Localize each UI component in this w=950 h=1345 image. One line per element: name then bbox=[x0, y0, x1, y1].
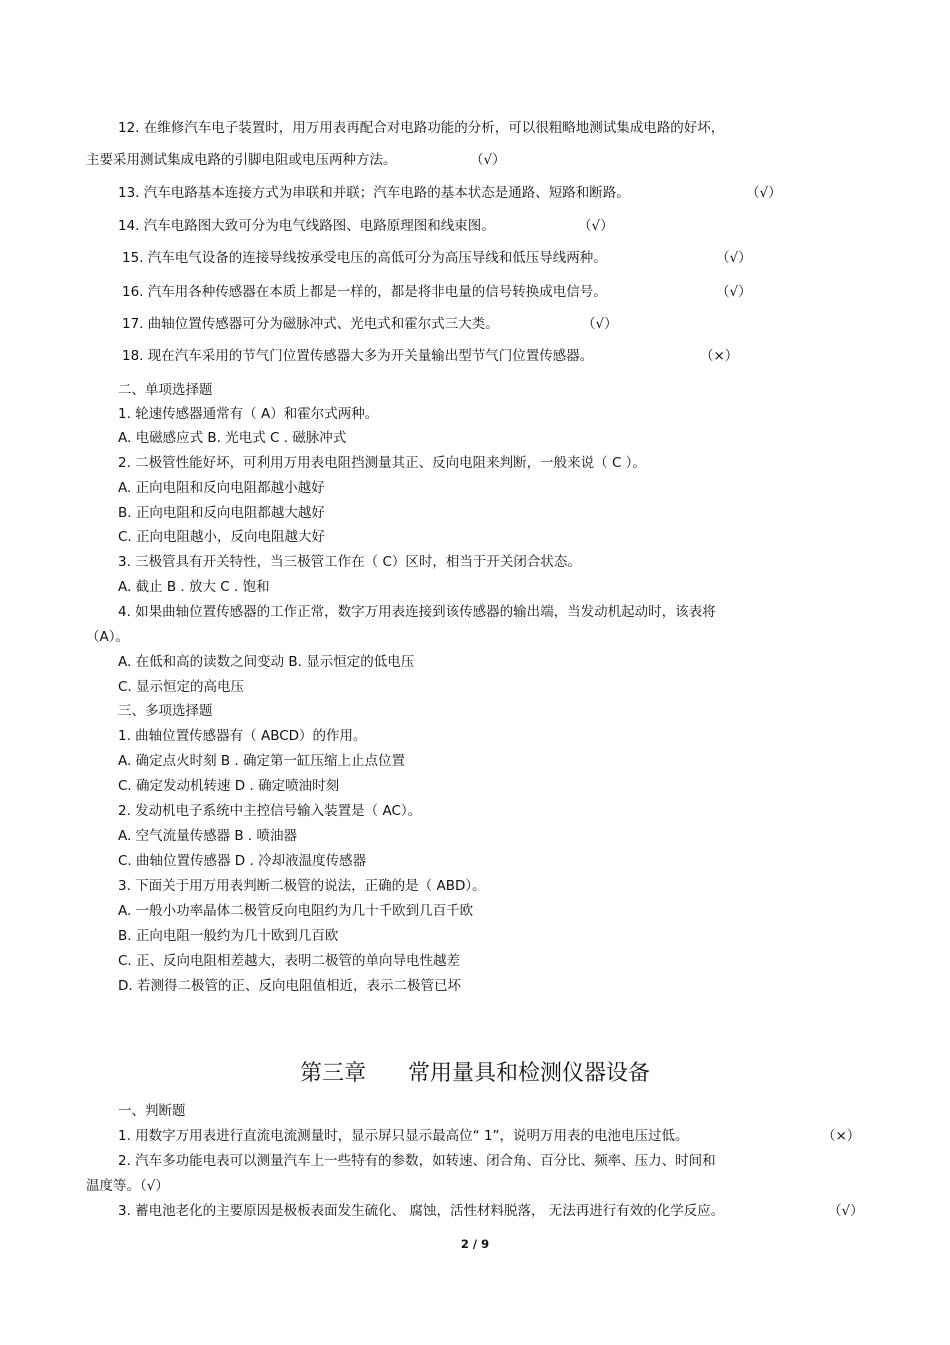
option-line: A. 截止 B . 放大 C . 饱和 bbox=[118, 579, 270, 595]
option-line: C. 确定发动机转速 D . 确定喷油时刻 bbox=[118, 778, 340, 794]
option-line: C. 正向电阻越小，反向电阻越大好 bbox=[118, 529, 326, 545]
question-line: 14. 汽车电路图大致可分为电气线路图、电路原理图和线束图。 bbox=[118, 218, 495, 234]
option-line: B. 正向电阻一般约为几十欧到几百欧 bbox=[118, 928, 339, 944]
option-line: C. 显示恒定的高电压 bbox=[118, 679, 245, 695]
question-line: 3. 三极管具有开关特性，当三极管工作在（ C）区时，相当于开关闭合状态。 bbox=[118, 554, 581, 570]
option-line: B. 正向电阻和反向电阻都越大越好 bbox=[118, 505, 325, 521]
question-line: 12. 在维修汽车电子装置时，用万用表再配合对电路功能的分析，可以很粗略地测试集成电路的好坏， bbox=[118, 120, 725, 136]
question-line: 1. 用数字万用表进行直流电流测量时，显示屏只显示最高位“ 1”，说明万用表的电池电压过低。 bbox=[118, 1128, 689, 1144]
answer-mark: （×） bbox=[822, 1128, 861, 1144]
answer-mark: （×） bbox=[700, 348, 739, 364]
question-line: 17. 曲轴位置传感器可分为磁脉冲式、光电式和霍尔式三大类。 bbox=[122, 316, 499, 332]
option-line: A. 在低和高的读数之间变动 B. 显示恒定的低电压 bbox=[118, 654, 415, 670]
question-line: 18. 现在汽车采用的节气门位置传感器大多为开关量输出型节气门位置传感器。 bbox=[122, 348, 594, 364]
question-line: 1. 轮速传感器通常有（ A）和霍尔式两种。 bbox=[118, 406, 379, 422]
question-line: 温度等。（√） bbox=[86, 1178, 169, 1194]
option-line: D. 若测得二极管的正、反向电阻值相近，表示二极管已坏 bbox=[118, 978, 461, 994]
section-heading: 三、多项选择题 bbox=[118, 703, 213, 719]
option-line: A. 电磁感应式 B. 光电式 C . 磁脉冲式 bbox=[118, 430, 347, 446]
answer-mark: （√） bbox=[578, 218, 614, 234]
section-heading: 一、判断题 bbox=[118, 1103, 186, 1119]
answer-mark: （√） bbox=[716, 250, 752, 266]
option-line: A. 一般小功率晶体二极管反向电阻约为几十千欧到几百千欧 bbox=[118, 903, 474, 919]
question-line: 2. 发动机电子系统中主控信号输入装置是（ AC）。 bbox=[118, 803, 422, 819]
page-number: 2 / 9 bbox=[460, 1237, 490, 1251]
question-line: 15. 汽车电气设备的连接导线按承受电压的高低可分为高压导线和低压导线两种。 bbox=[122, 250, 607, 266]
question-line: 16. 汽车用各种传感器在本质上都是一样的，都是将非电量的信号转换成电信号。 bbox=[122, 284, 607, 300]
question-line: 4. 如果曲轴位置传感器的工作正常，数字万用表连接到该传感器的输出端，当发动机起动时，该表将 bbox=[118, 604, 716, 620]
question-line: （A）。 bbox=[86, 629, 129, 645]
question-line: 2. 二极管性能好坏，可利用万用表电阻挡测量其正、反向电阻来判断，一般来说（ C ）。 bbox=[118, 455, 646, 471]
question-line: 2. 汽车多功能电表可以测量汽车上一些特有的参数，如转速、闭合角、百分比、频率、压力、时间和 bbox=[118, 1153, 716, 1169]
question-line: 3. 蓄电池老化的主要原因是极板表面发生硫化、 腐蚀，活性材料脱落， 无法再进行有效的化学反应。 bbox=[118, 1203, 725, 1219]
option-line: A. 确定点火时刻 B . 确定第一缸压缩上止点位置 bbox=[118, 753, 406, 769]
question-line: 1. 曲轴位置传感器有（ ABCD）的作用。 bbox=[118, 728, 367, 744]
answer-mark: （√） bbox=[828, 1203, 864, 1219]
option-line: A. 空气流量传感器 B . 喷油器 bbox=[118, 828, 298, 844]
question-line: 3. 下面关于用万用表判断二极管的说法，正确的是（ ABD）。 bbox=[118, 878, 486, 894]
answer-mark: （√） bbox=[746, 185, 782, 201]
answer-mark: （√） bbox=[470, 152, 506, 168]
option-line: C. 曲轴位置传感器 D . 冷却液温度传感器 bbox=[118, 853, 367, 869]
question-line: 主要采用测试集成电路的引脚电阻或电压两种方法。 bbox=[86, 152, 397, 168]
question-line: 13. 汽车电路基本连接方式为串联和并联；汽车电路的基本状态是通路、短路和断路。 bbox=[118, 185, 630, 201]
option-line: A. 正向电阻和反向电阻都越小越好 bbox=[118, 480, 325, 496]
option-line: C. 正、反向电阻相差越大，表明二极管的单向导电性越差 bbox=[118, 953, 461, 969]
answer-mark: （√） bbox=[716, 284, 752, 300]
chapter-title: 第三章 常用量具和检测仪器设备 bbox=[300, 1061, 650, 1086]
section-heading: 二、单项选择题 bbox=[118, 382, 213, 398]
answer-mark: （√） bbox=[582, 316, 618, 332]
